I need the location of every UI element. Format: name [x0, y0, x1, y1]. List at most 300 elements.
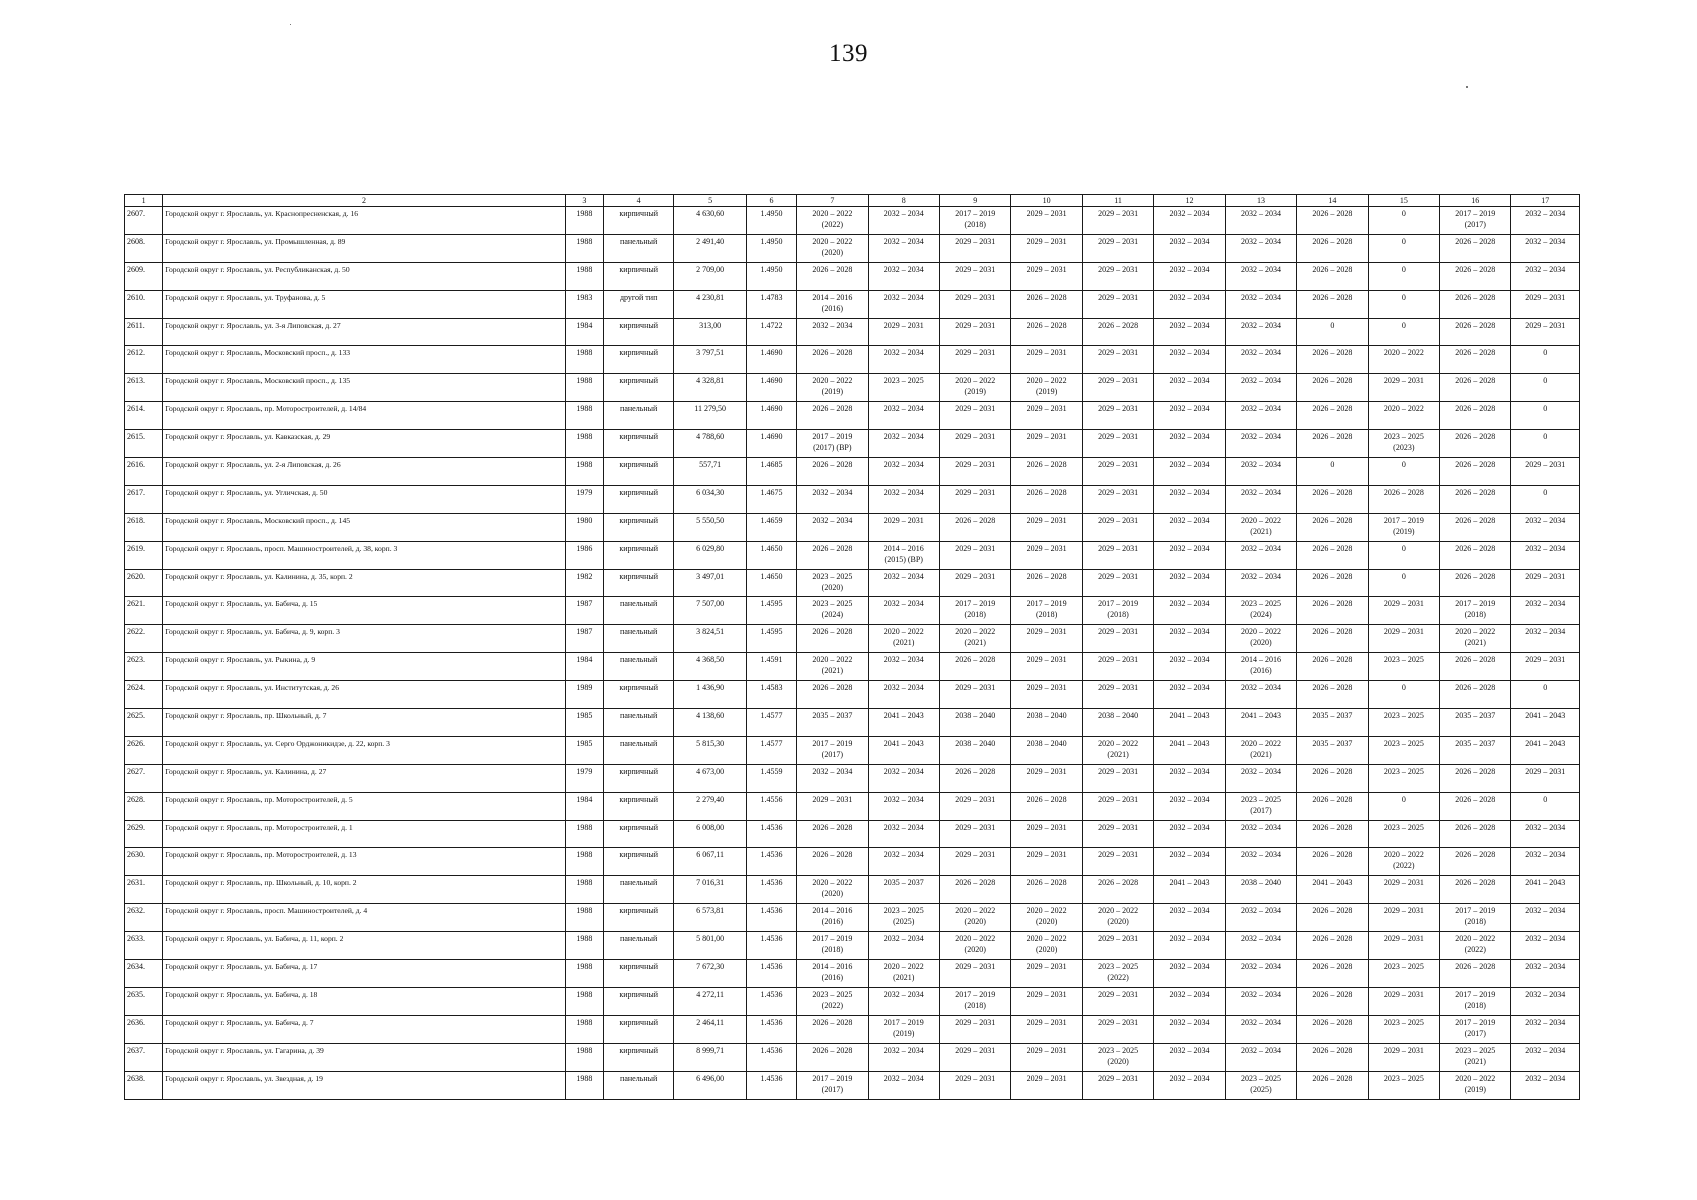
- row-number-cell: 2636.: [125, 1015, 163, 1043]
- table-cell: кирпичный: [603, 458, 673, 486]
- table-cell: 2029 – 2031: [1511, 569, 1580, 597]
- table-cell: 2032 – 2034: [1225, 430, 1296, 458]
- table-cell: 4 630,60: [674, 207, 746, 235]
- table-cell: 1.4690: [746, 430, 796, 458]
- address-cell: Городской округ г. Ярославль, пр. Моторостроителей, д. 14/84: [163, 402, 565, 430]
- table-cell: 2032 – 2034: [1225, 1015, 1296, 1043]
- table-cell: 2020 – 2022 (2019): [1011, 374, 1082, 402]
- table-cell: 2026 – 2028: [1297, 987, 1368, 1015]
- table-cell: 2029 – 2031: [1082, 541, 1153, 569]
- table-cell: панельный: [603, 709, 673, 737]
- table-row: [125, 430, 1580, 458]
- table-cell: 1988: [565, 848, 603, 876]
- table-cell: 2032 – 2034: [868, 485, 939, 513]
- table-cell: 2032 – 2034: [1225, 820, 1296, 848]
- table-cell: 0: [1368, 207, 1439, 235]
- table-cell: 2032 – 2034: [1225, 290, 1296, 318]
- table-cell: 2026 – 2028: [1011, 569, 1082, 597]
- table-cell: 1979: [565, 764, 603, 792]
- table-row: [125, 653, 1580, 681]
- table-cell: 1985: [565, 709, 603, 737]
- table-cell: 2032 – 2034: [1154, 960, 1225, 988]
- table-cell: 2032 – 2034: [1154, 262, 1225, 290]
- column-header: 12: [1154, 195, 1225, 207]
- table-cell: 2029 – 2031: [1011, 764, 1082, 792]
- table-cell: 2026 – 2028: [1440, 541, 1511, 569]
- table-cell: 2026 – 2028: [1440, 458, 1511, 486]
- table-cell: 2029 – 2031: [1011, 681, 1082, 709]
- table-cell: 2026 – 2028: [1297, 764, 1368, 792]
- column-header: 3: [565, 195, 603, 207]
- table-cell: 1984: [565, 792, 603, 820]
- table-cell: 2026 – 2028: [1297, 234, 1368, 262]
- address-cell: Городской округ г. Ярославль, пр. Школьный, д. 7: [163, 709, 565, 737]
- table-cell: 2020 – 2022 (2020): [939, 932, 1010, 960]
- table-cell: 5 815,30: [674, 736, 746, 764]
- table-cell: 2020 – 2022 (2021): [868, 960, 939, 988]
- table-cell: 2026 – 2028: [797, 262, 868, 290]
- table-cell: 2026 – 2028: [1297, 569, 1368, 597]
- table-cell: 2029 – 2031: [1082, 932, 1153, 960]
- table-cell: 2032 – 2034: [1511, 625, 1580, 653]
- scan-speck: [290, 24, 291, 25]
- table-row: [125, 960, 1580, 988]
- address-cell: Городской округ г. Ярославль, ул. Калинина, д. 27: [163, 764, 565, 792]
- table-cell: 1.4950: [746, 207, 796, 235]
- table-row: [125, 625, 1580, 653]
- table-cell: 2020 – 2022 (2021): [868, 625, 939, 653]
- table-cell: 2029 – 2031: [939, 960, 1010, 988]
- table-cell: 2032 – 2034: [1154, 541, 1225, 569]
- table-cell: 1988: [565, 820, 603, 848]
- table-cell: 6 067,11: [674, 848, 746, 876]
- table-cell: 2026 – 2028: [1297, 402, 1368, 430]
- table-cell: 2 491,40: [674, 234, 746, 262]
- table-cell: 2032 – 2034: [868, 1043, 939, 1071]
- address-cell: Городской округ г. Ярославль, ул. Рыкина, д. 9: [163, 653, 565, 681]
- table-cell: 2020 – 2022 (2022): [797, 207, 868, 235]
- table-cell: 1.4650: [746, 569, 796, 597]
- table-cell: 2029 – 2031: [1011, 207, 1082, 235]
- table-cell: 2041 – 2043: [1154, 736, 1225, 764]
- table-cell: 2029 – 2031: [1082, 792, 1153, 820]
- row-number-cell: 2634.: [125, 960, 163, 988]
- table-row: [125, 318, 1580, 346]
- table-cell: 2026 – 2028: [1440, 430, 1511, 458]
- table-cell: 2032 – 2034: [1511, 960, 1580, 988]
- column-header: 9: [939, 195, 1010, 207]
- table-cell: 7 507,00: [674, 597, 746, 625]
- address-cell: Городской округ г. Ярославль, пр. Школьный, д. 10, корп. 2: [163, 876, 565, 904]
- table-cell: 2029 – 2031: [1082, 290, 1153, 318]
- table-cell: 2032 – 2034: [1225, 987, 1296, 1015]
- table-cell: 2020 – 2022 (2020): [1011, 904, 1082, 932]
- table-cell: 2029 – 2031: [939, 262, 1010, 290]
- table-cell: панельный: [603, 234, 673, 262]
- row-number-cell: 2613.: [125, 374, 163, 402]
- table-cell: 2029 – 2031: [1011, 234, 1082, 262]
- table-cell: 1988: [565, 234, 603, 262]
- table-cell: 2023 – 2025: [1368, 653, 1439, 681]
- row-number-cell: 2626.: [125, 736, 163, 764]
- table-cell: 2026 – 2028: [797, 541, 868, 569]
- table-cell: 1988: [565, 1015, 603, 1043]
- table-cell: 2029 – 2031: [939, 430, 1010, 458]
- row-number-cell: 2625.: [125, 709, 163, 737]
- table-cell: 2029 – 2031: [1082, 513, 1153, 541]
- table-cell: 2041 – 2043: [1154, 876, 1225, 904]
- table-cell: 2026 – 2028: [1440, 374, 1511, 402]
- table-cell: 2032 – 2034: [868, 402, 939, 430]
- table-cell: 2026 – 2028: [1297, 848, 1368, 876]
- table-cell: 2023 – 2025: [1368, 960, 1439, 988]
- table-cell: 2026 – 2028: [1297, 625, 1368, 653]
- column-header: 11: [1082, 195, 1153, 207]
- column-header: 7: [797, 195, 868, 207]
- table-cell: 2026 – 2028: [1297, 597, 1368, 625]
- table-cell: 2029 – 2031: [939, 1043, 1010, 1071]
- table-cell: 2029 – 2031: [1082, 1071, 1153, 1099]
- table-cell: 2032 – 2034: [1154, 1015, 1225, 1043]
- table-cell: кирпичный: [603, 262, 673, 290]
- table-cell: 2032 – 2034: [868, 932, 939, 960]
- table-cell: 2017 – 2019 (2017) (ВР): [797, 430, 868, 458]
- table-cell: 1987: [565, 597, 603, 625]
- table-cell: 1985: [565, 736, 603, 764]
- table-cell: 2020 – 2022: [1368, 346, 1439, 374]
- table-cell: 0: [1368, 234, 1439, 262]
- table-cell: 1.4595: [746, 597, 796, 625]
- table-cell: 2026 – 2028: [1297, 1015, 1368, 1043]
- table-cell: кирпичный: [603, 904, 673, 932]
- table-cell: 2032 – 2034: [1511, 1071, 1580, 1099]
- table-cell: 2032 – 2034: [1225, 374, 1296, 402]
- scan-speck: [1466, 86, 1468, 88]
- table-cell: кирпичный: [603, 318, 673, 346]
- table-cell: кирпичный: [603, 848, 673, 876]
- table-cell: 2032 – 2034: [1154, 1043, 1225, 1071]
- table-cell: 2029 – 2031: [1011, 987, 1082, 1015]
- table-cell: 2026 – 2028: [939, 876, 1010, 904]
- table-cell: 2029 – 2031: [939, 569, 1010, 597]
- table-cell: 2026 – 2028: [1440, 960, 1511, 988]
- table-body: [125, 207, 1580, 1100]
- table-cell: 0: [1368, 792, 1439, 820]
- table-row: [125, 1043, 1580, 1071]
- table-cell: 2032 – 2034: [1154, 402, 1225, 430]
- table-cell: 0: [1511, 792, 1580, 820]
- table-cell: 4 788,60: [674, 430, 746, 458]
- table-cell: 2032 – 2034: [868, 597, 939, 625]
- table-cell: кирпичный: [603, 513, 673, 541]
- table-cell: 6 496,00: [674, 1071, 746, 1099]
- table-cell: 2032 – 2034: [1154, 458, 1225, 486]
- table-cell: 2032 – 2034: [868, 848, 939, 876]
- table-cell: 2029 – 2031: [1511, 458, 1580, 486]
- table-cell: 2041 – 2043: [868, 736, 939, 764]
- table-cell: 2032 – 2034: [1511, 820, 1580, 848]
- row-number-cell: 2621.: [125, 597, 163, 625]
- table-cell: 1.4536: [746, 960, 796, 988]
- table-cell: 2029 – 2031: [1011, 262, 1082, 290]
- table-cell: 2 709,00: [674, 262, 746, 290]
- table-cell: 2029 – 2031: [797, 792, 868, 820]
- table-cell: 313,00: [674, 318, 746, 346]
- address-cell: Городской округ г. Ярославль, ул. Кавказская, д. 29: [163, 430, 565, 458]
- table-cell: 2029 – 2031: [1082, 458, 1153, 486]
- address-cell: Городской округ г. Ярославль, ул. Калинина, д. 35, корп. 2: [163, 569, 565, 597]
- table-cell: кирпичный: [603, 374, 673, 402]
- table-cell: 2032 – 2034: [1225, 402, 1296, 430]
- table-cell: 0: [1368, 458, 1439, 486]
- address-cell: Городской округ г. Ярославль, ул. Серго Орджоникидзе, д. 22, корп. 3: [163, 736, 565, 764]
- table-cell: 2020 – 2022 (2020): [939, 904, 1010, 932]
- table-cell: 2029 – 2031: [1082, 987, 1153, 1015]
- table-cell: 2017 – 2019 (2017): [1440, 207, 1511, 235]
- table-cell: 2032 – 2034: [1511, 234, 1580, 262]
- row-number-cell: 2609.: [125, 262, 163, 290]
- table-cell: 2023 – 2025: [1368, 709, 1439, 737]
- table-cell: 2032 – 2034: [1511, 987, 1580, 1015]
- table-cell: панельный: [603, 597, 673, 625]
- table-row: [125, 541, 1580, 569]
- table-cell: кирпичный: [603, 569, 673, 597]
- table-cell: 1.4536: [746, 904, 796, 932]
- table-cell: 1.4950: [746, 262, 796, 290]
- table-cell: 2029 – 2031: [1082, 653, 1153, 681]
- table-cell: 2032 – 2034: [868, 234, 939, 262]
- table-row: [125, 374, 1580, 402]
- register-table: [124, 194, 1580, 1100]
- table-cell: 2026 – 2028: [1297, 374, 1368, 402]
- table-cell: 2023 – 2025 (2017): [1225, 792, 1296, 820]
- table-cell: 2029 – 2031: [939, 318, 1010, 346]
- table-cell: 2023 – 2025: [1368, 820, 1439, 848]
- table-row: [125, 513, 1580, 541]
- table-row: [125, 207, 1580, 235]
- table-cell: 1980: [565, 513, 603, 541]
- table-cell: 2017 – 2019 (2018): [1440, 904, 1511, 932]
- table-cell: 2029 – 2031: [1082, 374, 1153, 402]
- column-header: 14: [1297, 195, 1368, 207]
- table-cell: 7 016,31: [674, 876, 746, 904]
- table-cell: 7 672,30: [674, 960, 746, 988]
- table-cell: кирпичный: [603, 1015, 673, 1043]
- table-row: [125, 709, 1580, 737]
- address-cell: Городской округ г. Ярославль, просп. Машиностроителей, д. 4: [163, 904, 565, 932]
- table-cell: 2026 – 2028: [1082, 876, 1153, 904]
- table-cell: 2032 – 2034: [1154, 792, 1225, 820]
- address-cell: Городской округ г. Ярославль, ул. Бабича, д. 7: [163, 1015, 565, 1043]
- row-number-cell: 2614.: [125, 402, 163, 430]
- table-cell: 5 801,00: [674, 932, 746, 960]
- table-cell: 1.4659: [746, 513, 796, 541]
- address-cell: Городской округ г. Ярославль, ул. Бабича, д. 18: [163, 987, 565, 1015]
- table-cell: 2029 – 2031: [1368, 1043, 1439, 1071]
- table-cell: 2017 – 2019 (2018): [939, 597, 1010, 625]
- table-cell: 2026 – 2028: [1440, 569, 1511, 597]
- page-number: 139: [829, 40, 868, 67]
- table-cell: 1984: [565, 318, 603, 346]
- row-number-cell: 2615.: [125, 430, 163, 458]
- table-cell: 2023 – 2025 (2022): [1082, 960, 1153, 988]
- table-cell: 2026 – 2028: [1440, 653, 1511, 681]
- table-cell: 2014 – 2016 (2016): [797, 960, 868, 988]
- table-cell: 2032 – 2034: [1225, 848, 1296, 876]
- address-cell: Городской округ г. Ярославль, ул. Угличская, д. 50: [163, 485, 565, 513]
- table-cell: 2032 – 2034: [868, 764, 939, 792]
- row-number-cell: 2629.: [125, 820, 163, 848]
- table-cell: 2029 – 2031: [1011, 1071, 1082, 1099]
- table-cell: 2032 – 2034: [1225, 207, 1296, 235]
- row-number-cell: 2630.: [125, 848, 163, 876]
- table-cell: 2032 – 2034: [1511, 262, 1580, 290]
- table-cell: 2032 – 2034: [1154, 653, 1225, 681]
- table-cell: 2032 – 2034: [1154, 987, 1225, 1015]
- table-cell: 2017 – 2019 (2018): [939, 207, 1010, 235]
- table-cell: 2020 – 2022 (2020): [797, 876, 868, 904]
- table-cell: 4 368,50: [674, 653, 746, 681]
- table-cell: 2032 – 2034: [1154, 597, 1225, 625]
- table-cell: 2032 – 2034: [1225, 569, 1296, 597]
- table-cell: 2029 – 2031: [939, 346, 1010, 374]
- table-cell: 2026 – 2028: [1440, 290, 1511, 318]
- table-row: [125, 569, 1580, 597]
- address-cell: Городской округ г. Ярославль, ул. Институтская, д. 26: [163, 681, 565, 709]
- table-cell: 1.4536: [746, 1043, 796, 1071]
- table-cell: 2026 – 2028: [1297, 430, 1368, 458]
- table-cell: 1.4722: [746, 318, 796, 346]
- table-cell: кирпичный: [603, 207, 673, 235]
- table-cell: 2029 – 2031: [1011, 1015, 1082, 1043]
- table-row: [125, 485, 1580, 513]
- table-cell: 2023 – 2025: [1368, 1015, 1439, 1043]
- table-cell: 2026 – 2028: [1297, 792, 1368, 820]
- table-cell: 2029 – 2031: [1082, 402, 1153, 430]
- table-cell: 1 436,90: [674, 681, 746, 709]
- table-cell: 2029 – 2031: [1011, 541, 1082, 569]
- table-row: [125, 1071, 1580, 1099]
- table-row: [125, 792, 1580, 820]
- table-cell: 1.4536: [746, 876, 796, 904]
- table-cell: 1.4556: [746, 792, 796, 820]
- table-cell: 2029 – 2031: [1082, 1015, 1153, 1043]
- table-cell: кирпичный: [603, 792, 673, 820]
- table-row: [125, 681, 1580, 709]
- table-cell: 2029 – 2031: [1082, 430, 1153, 458]
- table-cell: 2029 – 2031: [939, 234, 1010, 262]
- table-cell: 2032 – 2034: [868, 820, 939, 848]
- table-cell: 1988: [565, 430, 603, 458]
- table-cell: 2029 – 2031: [1011, 653, 1082, 681]
- table-row: [125, 764, 1580, 792]
- table-cell: 2032 – 2034: [868, 290, 939, 318]
- table-cell: 2026 – 2028: [1440, 513, 1511, 541]
- table-cell: 2026 – 2028: [1440, 792, 1511, 820]
- row-number-cell: 2631.: [125, 876, 163, 904]
- table-cell: 2029 – 2031: [1368, 932, 1439, 960]
- table-cell: 2026 – 2028: [939, 653, 1010, 681]
- table-cell: 2029 – 2031: [939, 290, 1010, 318]
- table-cell: 2032 – 2034: [868, 430, 939, 458]
- table-cell: 2032 – 2034: [1225, 960, 1296, 988]
- table-row: [125, 876, 1580, 904]
- table-cell: панельный: [603, 1071, 673, 1099]
- table-cell: 3 497,01: [674, 569, 746, 597]
- column-header: 15: [1368, 195, 1439, 207]
- table-cell: 1987: [565, 625, 603, 653]
- table-cell: кирпичный: [603, 681, 673, 709]
- column-header: 13: [1225, 195, 1296, 207]
- address-cell: Городской округ г. Ярославль, пр. Моторостроителей, д. 1: [163, 820, 565, 848]
- table-cell: 0: [1511, 485, 1580, 513]
- table-cell: 2020 – 2022 (2020): [797, 234, 868, 262]
- table-cell: 0: [1511, 430, 1580, 458]
- table-cell: 2026 – 2028: [1297, 346, 1368, 374]
- table-cell: 0: [1368, 541, 1439, 569]
- row-number-cell: 2607.: [125, 207, 163, 235]
- table-cell: 2041 – 2043: [1511, 736, 1580, 764]
- table-cell: 2032 – 2034: [1154, 820, 1225, 848]
- table-cell: 1.4559: [746, 764, 796, 792]
- address-cell: Городской округ г. Ярославль, ул. Бабича, д. 9, корп. 3: [163, 625, 565, 653]
- table-row: [125, 290, 1580, 318]
- table-cell: 1988: [565, 960, 603, 988]
- table-cell: 2029 – 2031: [868, 318, 939, 346]
- table-cell: 2023 – 2025: [1368, 736, 1439, 764]
- table-cell: 2023 – 2025 (2020): [1082, 1043, 1153, 1071]
- table-row: [125, 987, 1580, 1015]
- row-number-cell: 2628.: [125, 792, 163, 820]
- table-cell: 2029 – 2031: [939, 681, 1010, 709]
- table-cell: 2032 – 2034: [1225, 541, 1296, 569]
- table-cell: 2035 – 2037: [1297, 709, 1368, 737]
- row-number-cell: 2633.: [125, 932, 163, 960]
- table-cell: 2017 – 2019 (2019): [1368, 513, 1439, 541]
- table-cell: 2020 – 2022 (2020): [1225, 625, 1296, 653]
- table-cell: 2023 – 2025 (2023): [1368, 430, 1439, 458]
- table-cell: 2023 – 2025: [1368, 764, 1439, 792]
- table-cell: 2017 – 2019 (2017): [1440, 1015, 1511, 1043]
- column-header: 2: [163, 195, 565, 207]
- row-number-cell: 2624.: [125, 681, 163, 709]
- table-cell: 2041 – 2043: [1225, 709, 1296, 737]
- table-cell: 2026 – 2028: [1368, 485, 1439, 513]
- table-cell: 2026 – 2028: [797, 848, 868, 876]
- table-cell: 2032 – 2034: [797, 485, 868, 513]
- table-cell: 2026 – 2028: [1011, 290, 1082, 318]
- table-cell: 2029 – 2031: [1082, 848, 1153, 876]
- table-cell: 2032 – 2034: [868, 262, 939, 290]
- table-cell: 2029 – 2031: [1368, 374, 1439, 402]
- column-header: 1: [125, 195, 163, 207]
- table-cell: 2026 – 2028: [1297, 904, 1368, 932]
- table-cell: 1.4690: [746, 374, 796, 402]
- table-cell: 11 279,50: [674, 402, 746, 430]
- table-cell: 2026 – 2028: [797, 625, 868, 653]
- address-cell: Городской округ г. Ярославль, ул. Звездная, д. 19: [163, 1071, 565, 1099]
- table-cell: 2026 – 2028: [1440, 681, 1511, 709]
- table-cell: 2035 – 2037: [1440, 736, 1511, 764]
- table-cell: 2023 – 2025 (2021): [1440, 1043, 1511, 1071]
- table-cell: 2041 – 2043: [1511, 876, 1580, 904]
- table-cell: 2032 – 2034: [1154, 932, 1225, 960]
- row-number-cell: 2620.: [125, 569, 163, 597]
- table-cell: 2020 – 2022 (2022): [1368, 848, 1439, 876]
- table-cell: 0: [1511, 681, 1580, 709]
- table-cell: 2029 – 2031: [1011, 1043, 1082, 1071]
- table-cell: 2029 – 2031: [1082, 569, 1153, 597]
